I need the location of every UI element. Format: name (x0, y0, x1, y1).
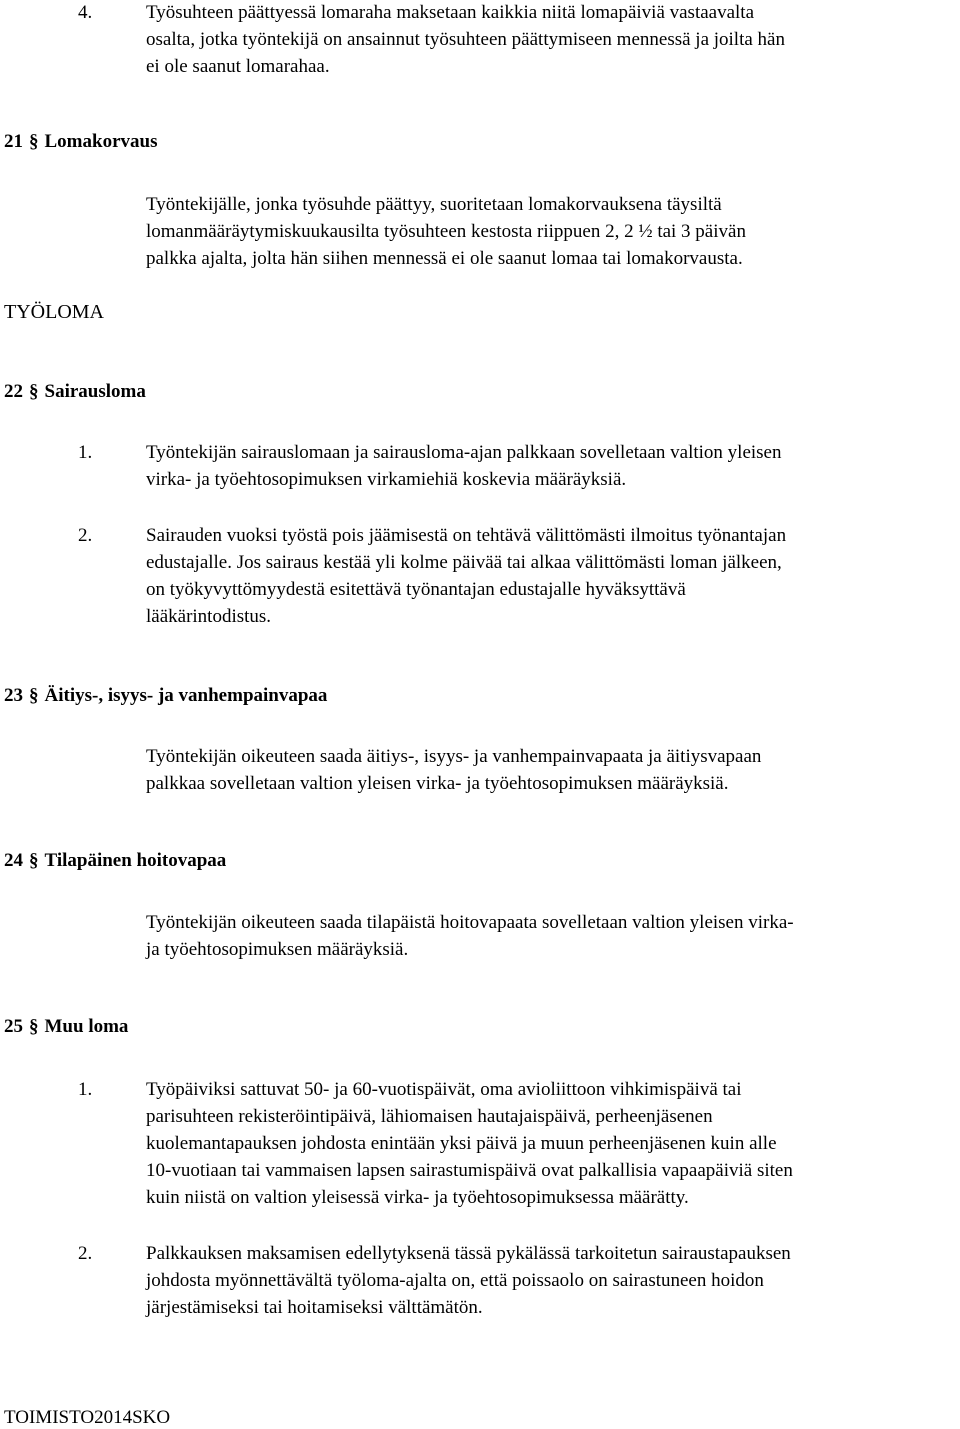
section-symbol: § (29, 131, 39, 152)
section-title: Muu loma (44, 1016, 129, 1037)
section-title: Lomakorvaus (44, 131, 158, 152)
paragraph-line: osalta, jotka työntekijä on ansainnut työsuhteen päättymiseen mennessä ja joilta hän (146, 29, 785, 50)
item-number: 2. (78, 1243, 93, 1264)
paragraph-line: ei ole saanut lomarahaa. (146, 56, 330, 77)
paragraph-line: 10-vuotiaan tai vammaisen lapsen sairastumispäivä ovat palkallisia vapaapäiviä siten (146, 1160, 793, 1181)
section-title: Tilapäinen hoitovapaa (44, 850, 227, 871)
item-number: 1. (78, 442, 93, 463)
page-footer: TOIMISTO2014SKO (4, 1407, 171, 1428)
paragraph-line: Työsuhteen päättyessä lomaraha maksetaan kaikkia niitä lomapäiviä vastaavalta (146, 2, 755, 23)
paragraph-line: Työntekijän oikeuteen saada äitiys-, isyys- ja vanhempainvapaata ja äitiysvapaan (146, 746, 762, 767)
section-number: 25 (4, 1016, 23, 1037)
section-heading-24 (4, 850, 226, 872)
paragraph-line: kuin niistä on valtion yleisessä virka- ja työehtosopimuksessa määrätty. (146, 1187, 689, 1208)
paragraph-line: on työkyvyttömyydestä esitettävä työnantajan edustajalle hyväksyttävä (146, 579, 686, 600)
section-title: Sairausloma (44, 381, 146, 402)
item-number: 2. (78, 525, 93, 546)
paragraph-line: virka- ja työehtosopimuksen virkamiehiä koskevia määräyksiä. (146, 469, 627, 490)
paragraph-line: Palkkauksen maksamisen edellytyksenä tässä pykälässä tarkoitetun sairaustapauksen (146, 1243, 791, 1264)
paragraph-line: lomanmääräytymiskuukausilta työsuhteen kestosta riippuen 2, 2 ½ tai 3 päivän (146, 221, 746, 242)
paragraph-line: palkka ajalta, jolta hän siihen mennessä ei ole saanut lomaa tai lomakorvausta. (146, 248, 743, 269)
paragraph-line: lääkärintodistus. (146, 606, 272, 627)
section-symbol: § (29, 1016, 39, 1037)
section-heading-22 (4, 381, 146, 403)
section-symbol: § (29, 685, 39, 706)
section-heading-25 (4, 1016, 128, 1038)
paragraph-line: Työntekijän sairauslomaan ja sairausloma-ajan palkkaan sovelletaan valtion yleisen (146, 442, 782, 463)
section-title: Äitiys-, isyys- ja vanhempainvapaa (44, 685, 328, 706)
paragraph-line: Sairauden vuoksi työstä pois jäämisestä on tehtävä välittömästi ilmoitus työnantajan (146, 525, 787, 546)
paragraph-line: edustajalle. Jos sairaus kestää yli kolme päivää tai alkaa välittömästi loman jälkeen, (146, 552, 782, 573)
paragraph-line: palkkaa sovelletaan valtion yleisen virka- ja työehtosopimuksen määräyksiä. (146, 773, 729, 794)
chapter-heading: TYÖLOMA (4, 301, 104, 323)
section-number: 24 (4, 850, 23, 871)
section-heading-21 (4, 131, 157, 153)
paragraph-line: parisuhteen rekisteröintipäivä, lähiomaisen hautajaispäivä, perheenjäsenen (146, 1106, 713, 1127)
section-number: 23 (4, 685, 23, 706)
paragraph-line: johdosta myönnettävältä työloma-ajalta on, että poissaolo on sairastuneen hoidon (146, 1270, 764, 1291)
paragraph-line: järjestämiseksi tai hoitamiseksi välttämätön. (146, 1297, 483, 1318)
paragraph-line: Työntekijän oikeuteen saada tilapäistä hoitovapaata sovelletaan valtion yleisen virka- (146, 912, 794, 933)
section-heading-23 (4, 685, 327, 707)
paragraph-line: Työpäiviksi sattuvat 50- ja 60-vuotispäivät, oma avioliittoon vihkimispäivä tai (146, 1079, 742, 1100)
paragraph-line: kuolemantapauksen johdosta enintään yksi päivä ja muun perheenjäsenen kuin alle (146, 1133, 777, 1154)
section-symbol: § (29, 381, 39, 402)
section-number: 21 (4, 131, 23, 152)
item-number: 4. (78, 2, 93, 23)
item-number: 1. (78, 1079, 93, 1100)
section-symbol: § (29, 850, 39, 871)
paragraph-line: ja työehtosopimuksen määräyksiä. (146, 939, 409, 960)
section-number: 22 (4, 381, 23, 402)
paragraph-line: Työntekijälle, jonka työsuhde päättyy, suoritetaan lomakorvauksena täysiltä (146, 194, 722, 215)
